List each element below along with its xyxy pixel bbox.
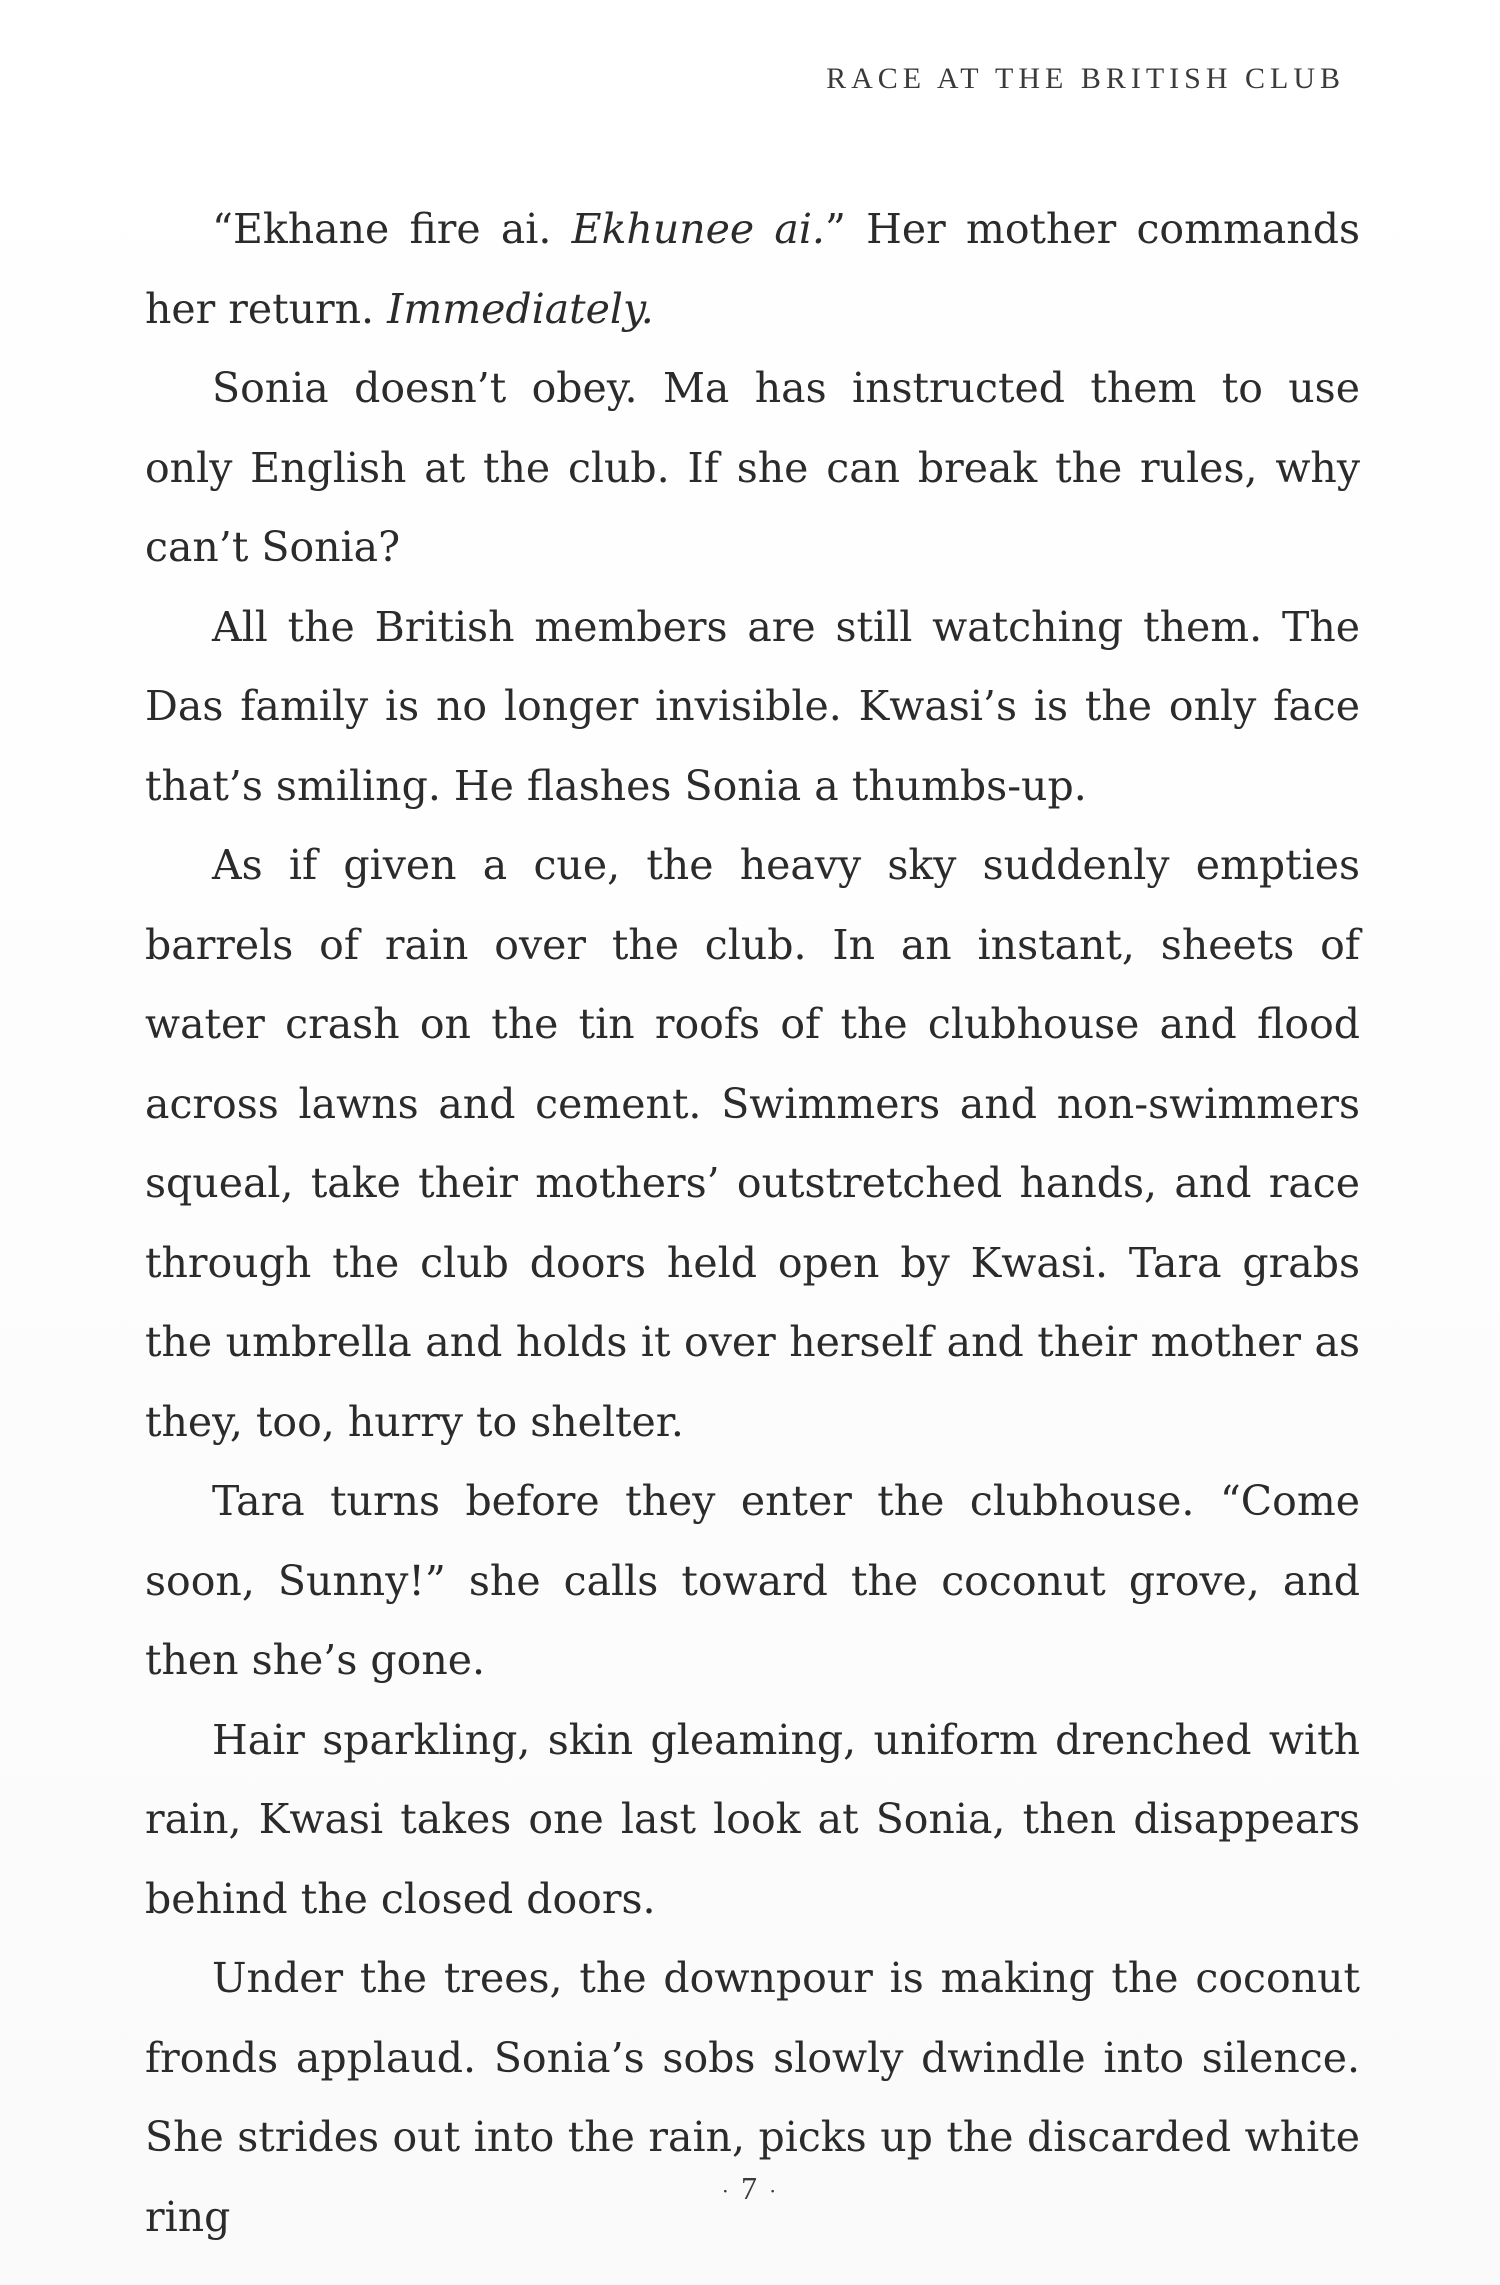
paragraph-6: Hair sparkling, skin gleaming, uniform drenched with rain, Kwasi takes one last look at Sonia, then disappears behind the closed doors.: [145, 1715, 1360, 1923]
paragraph-4: As if given a cue, the heavy sky suddenly empties barrels of rain over the club. In an instant, sheets of water crash on the tin roofs of the clubhouse and flood across lawns and cement. Swimmers and non-swimmers squeal, take their mothers’ outstretched hands, and race through the club doors held open by Kwasi. Tara grabs the umbrella and holds it over herself and their mother as they, too, hurry to shelter.: [145, 841, 1360, 1446]
paragraph-5: Tara turns before they enter the clubhouse. “Come soon, Sunny!” she calls toward the coconut grove, and then she’s gone.: [145, 1477, 1360, 1684]
dialogue-bengali-2: Ekhunee ai.: [571, 205, 825, 253]
folio-dot-right: ·: [769, 2178, 779, 2204]
dialogue-bengali-1: “Ekhane fire ai.: [212, 205, 572, 253]
paragraph-1: [145, 190, 1360, 349]
paragraph-7: Under the trees, the downpour is making the coconut fronds applaud. Sonia’s sobs slowly dwindle into silence. She strides out into the rain, picks up the discarded white ring: [145, 1954, 1360, 2241]
emphasis-immediately: Immediately.: [387, 284, 654, 333]
page-number-value: 7: [741, 2170, 759, 2206]
body-text: [145, 190, 1360, 2257]
paragraph-2: Sonia doesn’t obey. Ma has instructed them to use only English at the club. If she can break the rules, why can’t Sonia?: [145, 364, 1360, 571]
narration-1: ” Her mother commands her return.: [145, 205, 1360, 333]
running-head: RACE AT THE BRITISH CLUB: [826, 62, 1345, 95]
page-number: [0, 2170, 1500, 2207]
folio-dot-left: ·: [721, 2178, 731, 2204]
paragraph-3: All the British members are still watching them. The Das family is no longer invisible. Kwasi’s is the only face that’s smiling. He flashes Sonia a thumbs-up.: [145, 602, 1360, 810]
